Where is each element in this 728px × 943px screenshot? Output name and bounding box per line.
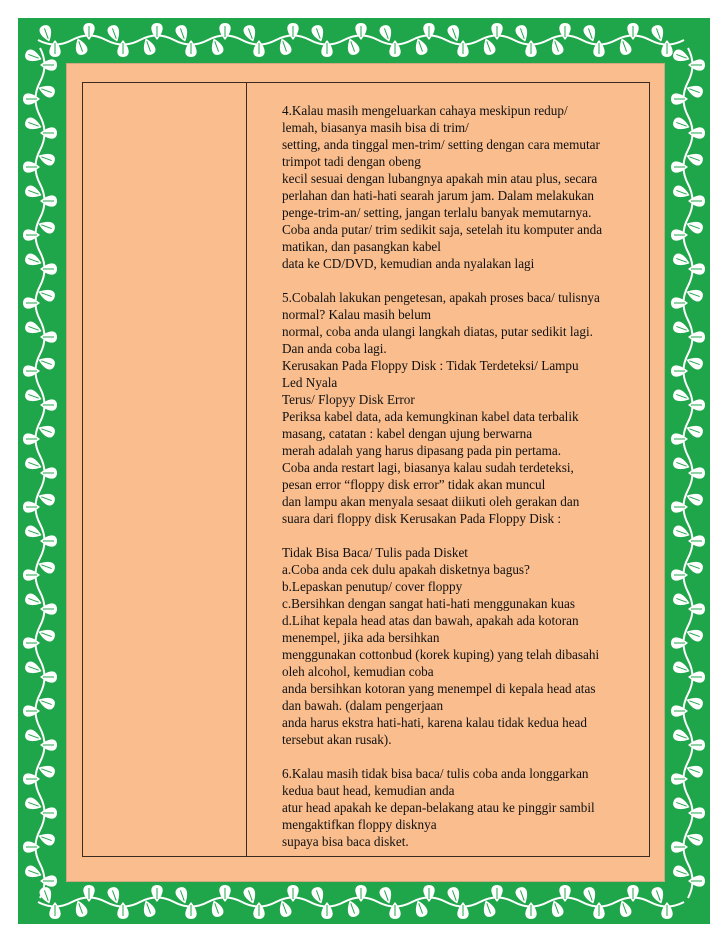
column-separator [246,83,247,856]
text-line: d.Lihat kepala head atas dan bawah, apakah ada kotoran [282,613,579,628]
leaf-icon [688,399,705,410]
leaf-icon [23,365,40,376]
leaf-icon [688,603,705,614]
text-line: menempel, jika ada bersihkan [282,630,440,645]
leaf-icon [661,40,672,57]
text-line: c.Bersihkan dengan sangat hati-hati menggunakan kuas [282,596,575,611]
paragraph-gap [282,748,637,765]
leaf-icon [40,331,57,342]
leaf-icon [23,501,40,512]
leaf-icon [219,885,230,902]
text-line: Terus/ Flopyy Disk Error [282,392,415,407]
leaf-icon [423,23,434,40]
decorative-border [18,18,710,924]
leaf-icon [83,23,94,40]
leaf-icon [40,603,57,614]
leaf-icon [671,637,688,648]
text-line: Led Nyala [282,375,338,390]
text-line: Dan anda coba lagi. [282,341,387,356]
leaf-icon [559,885,570,902]
leaf-icon [671,433,688,444]
leaf-icon [40,739,57,750]
leaf-icon [253,902,264,919]
text-line: a.Coba anda cek dulu apakah disketnya bagus? [282,562,530,577]
text-line: Coba anda restart lagi, biasanya kalau sudah terdeteksi, [282,460,574,475]
text-line: supaya bisa baca disket. [282,834,409,849]
leaf-icon [287,885,298,902]
leaf-icon [253,40,264,57]
text-line: normal, coba anda ulangi langkah diatas, putar sedikit lagi. [282,324,593,339]
text-line: kedua baut head, kemudian anda [282,783,455,798]
leaf-icon [321,902,332,919]
leaf-icon [287,23,298,40]
text-line: merah adalah yang harus dipasang pada pin pertama. [282,443,562,458]
text-line: b.Lepaskan penutup/ cover floppy [282,579,463,594]
leaf-icon [671,501,688,512]
text-line: anda harus ekstra hati-hati, karena kalau tidak kedua head [282,715,588,730]
leaf-icon [671,841,688,852]
leaf-icon [671,229,688,240]
text-line: trimpot tadi dengan obeng [282,154,421,169]
leaf-icon [321,40,332,57]
leaf-icon [23,637,40,648]
leaf-icon [151,885,162,902]
leaf-icon [40,671,57,682]
leaf-icon [688,195,705,206]
leaf-icon [40,263,57,274]
leaf-icon [40,195,57,206]
text-line: tersebut akan rusak). [282,732,392,747]
text-line: normal? Kalau masih belum [282,307,432,322]
text-line: oleh alcohol, kemudian coba [282,664,434,679]
leaf-icon [355,885,366,902]
text-line: setting, anda tinggal men-trim/ setting dengan cara memutar [282,137,600,152]
leaf-icon [525,902,536,919]
leaf-icon [671,161,688,172]
leaf-icon [671,569,688,580]
leaf-icon [671,297,688,308]
leaf-icon [661,902,672,919]
leaf-icon [627,23,638,40]
paragraph-gap [282,272,637,289]
leaf-icon [491,23,502,40]
leaf-icon [491,885,502,902]
leaf-icon [23,297,40,308]
leaf-icon [688,535,705,546]
leaf-icon [688,59,705,70]
leaf-icon [525,40,536,57]
text-line: 6.Kalau masih tidak bisa baca/ tulis coba anda longgarkan [282,766,589,781]
text-line: kecil sesuai dengan lubangnya apakah min atau plus, secara [282,171,598,186]
leaf-icon [671,705,688,716]
leaf-icon [593,40,604,57]
leaf-icon [23,569,40,580]
text-line: penge-trim-an/ setting, jangan terlalu banyak memutarnya. [282,205,592,220]
leaf-icon [688,807,705,818]
text-line: 4.Kalau masih mengeluarkan cahaya meskipun redup/ [282,103,568,118]
leaf-icon [671,93,688,104]
leaf-icon [355,23,366,40]
leaf-icon [23,841,40,852]
leaf-icon [688,671,705,682]
leaf-icon [671,365,688,376]
leaf-icon [23,161,40,172]
text-line: 5.Cobalah lakukan pengetesan, apakah proses baca/ tulisnya [282,290,600,305]
leaf-icon [688,331,705,342]
leaf-icon [117,40,128,57]
text-line: masang, catatan : kabel dengan ujung berwarna [282,426,533,441]
text-line: Tidak Bisa Baca/ Tulis pada Disket [282,545,468,560]
leaf-icon [593,902,604,919]
leaf-icon [671,773,688,784]
leaf-icon [688,875,705,886]
leaf-icon [40,875,57,886]
text-line: Coba anda putar/ trim sedikit saja, setelah itu komputer anda [282,222,603,237]
text-line: lemah, biasanya masih bisa di trim/ [282,120,469,135]
leaf-icon [40,399,57,410]
leaf-icon [40,467,57,478]
paper-area [66,63,665,882]
text-line: menggunakan cottonbud (korek kuping) yang telah dibasahi [282,647,600,662]
leaf-icon [389,40,400,57]
paragraph-gap [282,527,637,544]
leaf-icon [40,535,57,546]
leaf-icon [457,902,468,919]
leaf-icon [23,773,40,784]
leaf-icon [83,885,94,902]
leaf-icon [151,23,162,40]
leaf-icon [219,23,230,40]
text-line: dan bawah. (dalam pengerjaan [282,698,444,713]
text-line: data ke CD/DVD, kemudian anda nyalakan lagi [282,256,535,271]
text-line: Kerusakan Pada Floppy Disk : Tidak Terdeteksi/ Lampu [282,358,579,373]
text-line: perlahan dan hati-hati searah jarum jam. Dalam melakukan [282,188,594,203]
leaf-icon [457,40,468,57]
document-text [282,102,637,850]
leaf-icon [688,263,705,274]
leaf-icon [185,40,196,57]
text-line: dan lampu akan menyala sesaat diikuti oleh gerakan dan [282,494,580,509]
leaf-icon [49,40,60,57]
leaf-icon [389,902,400,919]
leaf-icon [23,93,40,104]
text-line: pesan error “floppy disk error” tidak akan muncul [282,477,546,492]
text-line: suara dari floppy disk Kerusakan Pada Floppy Disk : [282,511,562,526]
leaf-icon [49,902,60,919]
text-line: atur head apakah ke depan-belakang atau ke pinggir sambil [282,800,595,815]
leaf-icon [117,902,128,919]
text-line: anda bersihkan kotoran yang menempel di kepala head atas [282,681,596,696]
leaf-icon [688,127,705,138]
text-line: Periksa kabel data, ada kemungkinan kabel data terbalik [282,409,579,424]
leaf-icon [23,229,40,240]
leaf-icon [688,467,705,478]
text-line: mengaktifkan floppy disknya [282,817,437,832]
leaf-icon [423,885,434,902]
text-line: matikan, dan pasangkan kabel [282,239,441,254]
leaf-icon [559,23,570,40]
leaf-icon [627,885,638,902]
leaf-icon [23,433,40,444]
leaf-icon [40,807,57,818]
leaf-icon [688,739,705,750]
leaf-icon [40,59,57,70]
leaf-icon [40,127,57,138]
leaf-icon [185,902,196,919]
leaf-icon [23,705,40,716]
